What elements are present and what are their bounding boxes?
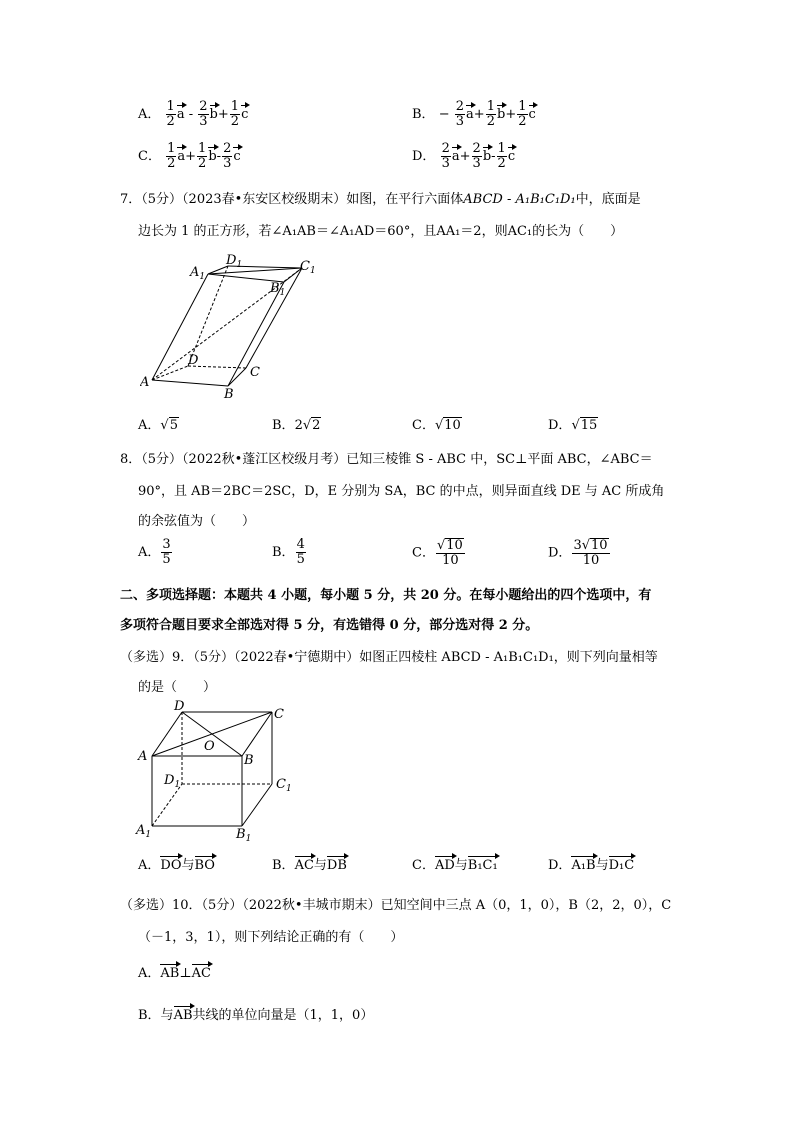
label-A1: $A_1$	[190, 265, 206, 282]
sqrt: √ 2	[302, 418, 321, 433]
q6-option-d: D． $\frac{2}{3}$ a+ $\frac{2}{3}$ b- $\frac{1}{2}$ c	[412, 141, 516, 171]
q6-option-c: C． $\frac{1}{2}$ a+ $\frac{1}{2}$ b- $\frac{2}{3}$ c	[138, 141, 241, 171]
q8-stem-line3: 的余弦值为（ ）	[138, 514, 256, 529]
q8-option-a: A． $\frac{3}{5}$	[138, 537, 171, 567]
q9-stem-line1: （多选）9．（5分）（2022春•宁德期中）如图正四棱柱 ABCD - A₁B₁C₁D₁，则下列向量相等	[120, 650, 658, 665]
edge-BC	[228, 368, 246, 386]
label-B1: $B_1$	[236, 827, 252, 842]
label-D: D	[188, 353, 199, 368]
vector: a	[451, 149, 460, 164]
vector: b	[208, 149, 217, 164]
q8-option-b: B． $\frac{4}{5}$	[272, 537, 305, 567]
edge-AD	[152, 712, 182, 756]
q7-option-d: D．√ 15	[548, 418, 598, 433]
fraction: $\frac{2}{3}$	[455, 99, 465, 129]
vector: a	[177, 149, 186, 164]
label-B1: $B_1$	[270, 281, 286, 298]
section-heading-line1: 二、多项选择题：本题共 4 小题，每小题 5 分，共 20 分。在每小题给出的四个选项中，有	[120, 588, 652, 603]
q6-option-a: A． $\frac{1}{2}$ a - $\frac{2}{3}$ b+ $\frac{1}{2}$ c	[138, 99, 249, 129]
q8-stem-line1: 8．（5分）（2022秋•蓬江区校级月考）已知三棱锥 S - ABC 中，SC⊥平面 ABC，∠ABC＝	[120, 452, 653, 467]
q7-option-c: C．√ 10	[412, 418, 461, 433]
label-O: O	[204, 739, 215, 754]
sqrt: √ 15	[571, 418, 598, 433]
q9-option-c: C．AD与B₁C₁	[412, 858, 498, 873]
fraction: $\frac{2}{3}$	[472, 141, 481, 171]
sqrt: √ 10	[434, 418, 461, 433]
q10-option-a: A．AB⊥AC	[138, 966, 211, 981]
fraction: $\frac{1}{2}$	[198, 141, 207, 171]
q10-option-b: B．与AB共线的单位向量是（1，1，0）	[138, 1008, 374, 1023]
q10-stem-line1: （多选）10．（5分）（2022秋•丰城市期末）已知空间中三点 A（0，1，0），B（2，2，0），C	[120, 898, 672, 913]
edge-AB	[152, 380, 228, 386]
section-heading-line2: 多项符合题目要求全部选对得 5 分，有选错得 0 分，部分选对得 2 分。	[120, 618, 539, 633]
label-B: B	[224, 387, 234, 400]
label-C1: $C_1$	[300, 259, 316, 276]
label-B: B	[244, 753, 254, 768]
q6-option-b: B． − $\frac{2}{3}$ a+ $\frac{1}{2}$ b+ $\frac{1}{2}$ c	[412, 99, 536, 129]
q7-stem-line1: 7．（5分）（2023春•东安区校级期末）如图，在平行六面体ABCD - A₁B₁C₁D₁中，底面是	[120, 192, 641, 207]
vector: c	[507, 149, 516, 164]
edge-BC	[242, 712, 272, 756]
edge-B1C1	[242, 784, 272, 826]
fraction: 3√ 10 10	[573, 538, 608, 568]
q7-option-a: A．√ 5	[138, 418, 178, 433]
vector: c	[241, 107, 249, 122]
q9-option-a: A．DO与BO	[138, 858, 215, 873]
label-D1: $D_1$	[164, 773, 181, 790]
fraction: $\frac{1}{2}$	[518, 99, 527, 129]
label-C: C	[250, 365, 260, 380]
q7-stem-line2: 边长为 1 的正方形，若∠A₁AB＝∠A₁AD＝60°，且AA₁＝2，则AC₁的长为（ ）	[138, 224, 624, 239]
fraction: $\frac{3}{5}$	[162, 537, 171, 567]
fraction: $\frac{1}{2}$	[166, 99, 175, 129]
vector: b	[482, 149, 492, 164]
vector: b	[209, 107, 218, 122]
fraction: $\frac{2}{3}$	[199, 99, 208, 129]
vector: c	[233, 149, 241, 164]
edge-DD1-hidden	[188, 266, 228, 366]
edge-A1-C1	[208, 268, 302, 274]
label-A: A	[140, 375, 150, 390]
label-D: D	[174, 699, 185, 714]
label-D1: $D_1$	[226, 253, 243, 270]
q7-parallelepiped-figure	[140, 252, 330, 400]
q9-stem-line2: 的是（ ）	[138, 680, 217, 695]
label-A1: $A_1$	[136, 823, 152, 840]
fraction: √ 10 10	[436, 538, 463, 568]
q9-prism-figure	[132, 698, 302, 842]
fraction: $\frac{4}{5}$	[296, 537, 305, 567]
vector: a	[466, 107, 474, 122]
edge-AD-hidden	[152, 366, 188, 380]
sqrt: √ 5	[160, 418, 178, 433]
fraction: $\frac{1}{2}$	[230, 99, 240, 129]
q9-option-b: B．AC与DB	[272, 858, 347, 873]
edge-A1D1-hidden	[152, 784, 182, 826]
q7-option-b: B．2√ 2	[272, 418, 321, 433]
label-C1: $C_1$	[276, 777, 292, 794]
label-C: C	[274, 707, 284, 722]
q9-option-d: D．A₁B与D₁C	[548, 858, 635, 873]
fraction: $\frac{1}{2}$	[497, 141, 506, 171]
q8-option-d: D． 3√ 10 10	[548, 538, 608, 568]
edge-AA1	[152, 274, 208, 380]
label-A: A	[138, 749, 148, 764]
fraction: $\frac{2}{3}$	[223, 141, 232, 171]
q10-stem-line2: （－1，3，1），则下列结论正确的有（ ）	[138, 930, 404, 945]
q8-stem-line2: 90°，且 AB＝2BC＝2SC，D，E 分别为 SA，BC 的中点，则异面直线 DE 与 AC 所成角	[138, 484, 665, 499]
q8-option-c: C． √ 10 10	[412, 538, 463, 568]
fraction: $\frac{1}{2}$	[167, 141, 176, 171]
vector: b	[496, 107, 506, 122]
fraction: $\frac{2}{3}$	[441, 141, 450, 171]
vector: a	[176, 107, 185, 122]
vector: c	[528, 107, 536, 122]
fraction: $\frac{1}{2}$	[486, 99, 495, 129]
